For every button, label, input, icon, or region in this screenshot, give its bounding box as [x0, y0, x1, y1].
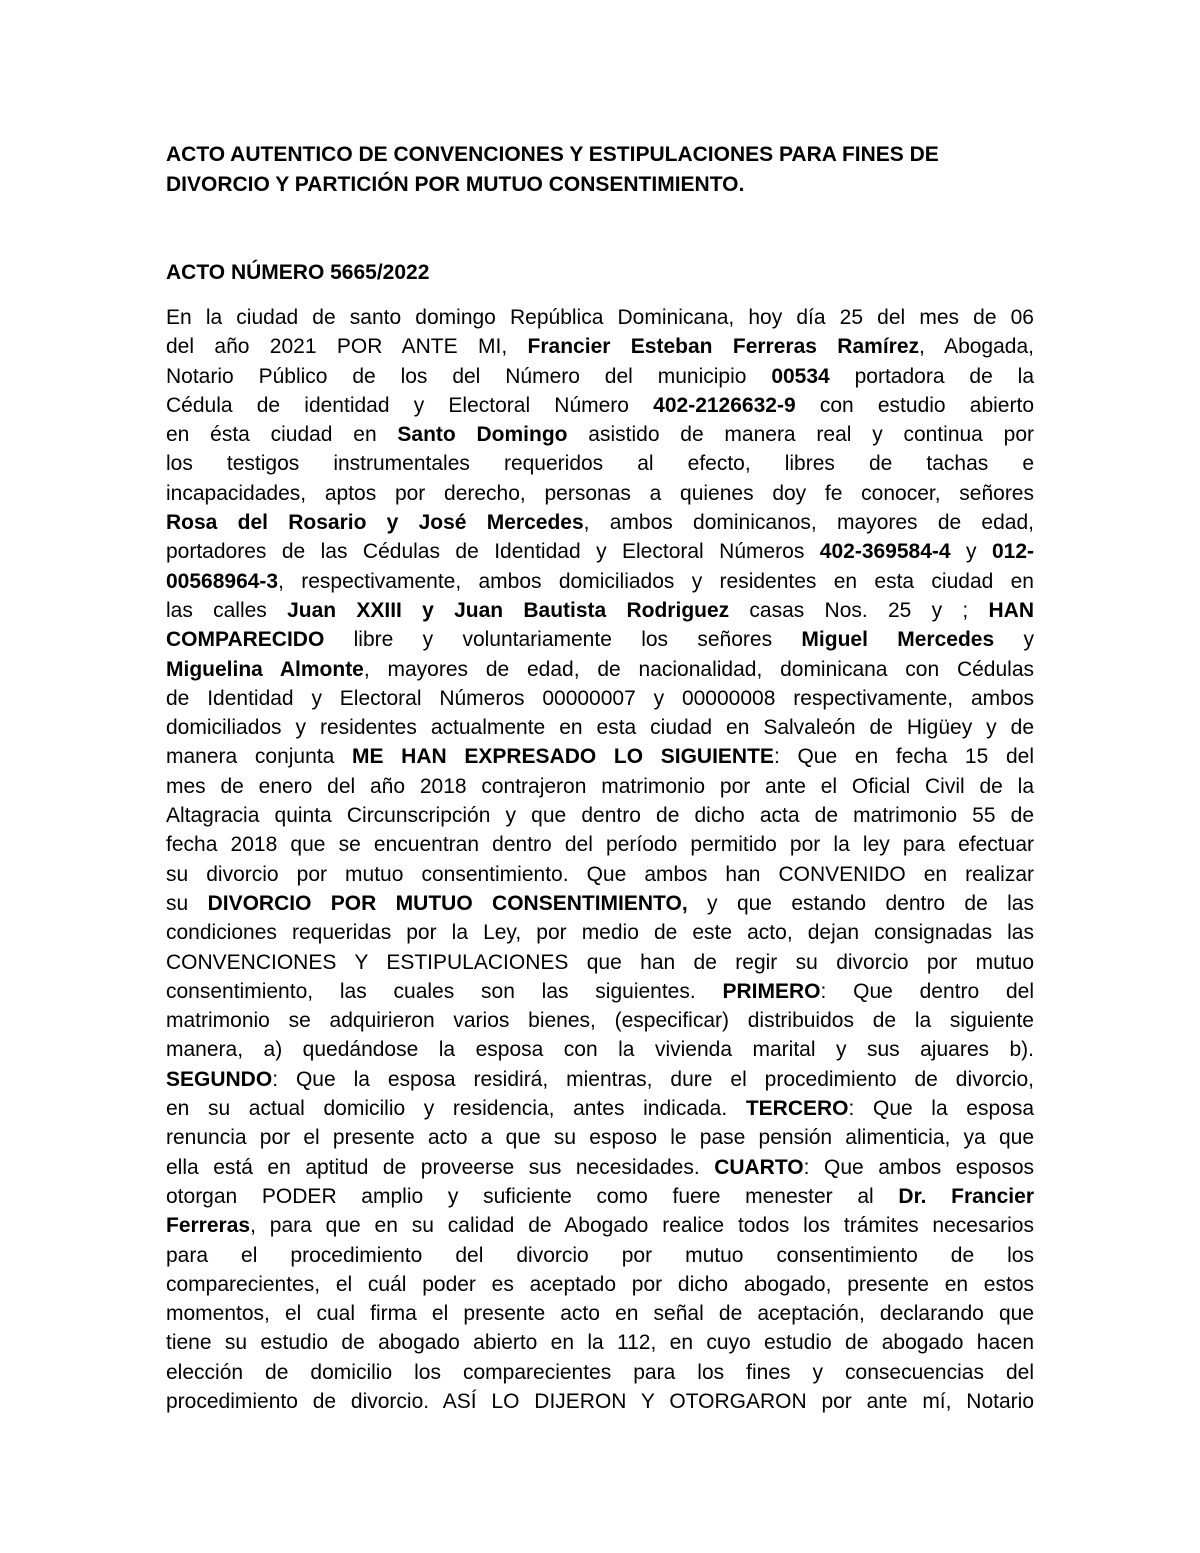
body-line [166, 772, 1034, 801]
body-line [166, 449, 1034, 478]
title-line-1: ACTO AUTENTICO DE CONVENCIONES Y ESTIPULACIONES PARA FINES DE [166, 143, 939, 166]
body-text: casas Nos. 25 y ; [729, 598, 989, 622]
bold-text: Santo Domingo [397, 423, 568, 447]
document-body [166, 303, 1034, 1416]
bold-text: 00568964-3 [166, 569, 279, 593]
body-line [166, 567, 1034, 596]
body-text: mes de enero del año 2018 contrajeron matrimonio por ante el Oficial Civil de la [166, 774, 1034, 798]
body-line [166, 948, 1034, 977]
body-text: en su actual domicilio y residencia, antes indicada. [166, 1097, 746, 1121]
bold-text: 402-2126632-9 [653, 393, 796, 417]
body-text: domiciliados y residentes actualmente en esta ciudad en Salvaleón de Higüey y de [166, 716, 1034, 740]
body-text: Cédula de identidad y Electoral Número [166, 393, 654, 417]
title-line-2: DIVORCIO Y PARTICIÓN POR MUTUO CONSENTIMIENTO. [166, 173, 745, 196]
body-text: su [166, 891, 208, 915]
body-line [166, 1065, 1034, 1094]
body-line [166, 713, 1034, 742]
bold-text: TERCERO [745, 1097, 849, 1121]
body-line [166, 1094, 1034, 1123]
body-text: condiciones requeridas por la Ley, por medio de este acto, dejan consignadas las [166, 921, 1034, 945]
bold-text: PRIMERO [722, 979, 821, 1003]
body-line [166, 830, 1034, 859]
body-line [166, 655, 1034, 684]
body-text: : Que la esposa residirá, mientras, dure el procedimiento de divorcio, [272, 1067, 1034, 1091]
body-text: y que estando dentro de las [687, 891, 1034, 915]
bold-text: 00534 [771, 364, 830, 388]
body-line [166, 742, 1034, 771]
body-text: Altagracia quinta Circunscripción y que dentro de dicho acta de matrimonio 55 de [166, 804, 1034, 828]
body-line [166, 1387, 1034, 1416]
body-text: ella está en aptitud de proveerse sus necesidades. [166, 1155, 715, 1179]
body-line [166, 684, 1034, 713]
body-text: elección de domicilio los comparecientes para los fines y consecuencias del [166, 1360, 1034, 1384]
bold-text: DIVORCIO POR MUTUO CONSENTIMIENTO, [207, 891, 688, 915]
body-text: : Que dentro del [820, 979, 1034, 1003]
body-line [166, 1328, 1034, 1357]
bold-text: Francier Esteban Ferreras Ramírez [527, 335, 920, 359]
body-text: fecha 2018 que se encuentran dentro del período permitido por la ley para efectuar [166, 833, 1034, 857]
bold-text: Miguelina Almonte [166, 657, 364, 681]
act-number: ACTO NÚMERO 5665/2022 [166, 261, 430, 284]
body-line [166, 801, 1034, 830]
bold-text: Juan XXIII y Juan Bautista Rodriguez [287, 598, 730, 622]
body-text: en ésta ciudad en [166, 423, 398, 447]
bold-text: SEGUNDO [166, 1067, 273, 1091]
body-text: En la ciudad de santo domingo República Dominicana, hoy día 25 del mes de 06 [166, 306, 1034, 329]
body-line [166, 918, 1034, 947]
body-line [166, 1006, 1034, 1035]
body-text: tiene su estudio de abogado abierto en la 112, en cuyo estudio de abogado hacen [166, 1331, 1034, 1355]
bold-text: 012- [991, 540, 1034, 564]
bold-text: Dr. Francier [898, 1184, 1034, 1208]
body-text: otorgan PODER amplio y suficiente como fuere menester al [166, 1184, 899, 1208]
body-text: portadores de las Cédulas de Identidad y Electoral Números [166, 540, 820, 564]
body-text: : Que la esposa [848, 1097, 1035, 1121]
body-line [166, 977, 1034, 1006]
body-text: para el procedimiento del divorcio por mutuo consentimiento de los [166, 1243, 1034, 1267]
body-line [166, 391, 1034, 420]
body-text: del año 2021 POR ANTE MI, [166, 335, 528, 359]
body-line [166, 1153, 1034, 1182]
bold-text: 402-369584-4 [819, 540, 951, 564]
bold-text: Ferreras [166, 1214, 251, 1238]
body-line [166, 860, 1034, 889]
body-text: incapacidades, aptos por derecho, personas a quienes doy fe conocer, señores [166, 481, 1034, 505]
bold-text: COMPARECIDO [166, 628, 325, 652]
body-line [166, 303, 1034, 332]
body-text: y [950, 540, 992, 564]
body-text: : Que ambos esposos [803, 1155, 1034, 1179]
body-text: Notario Público de los del Número del municipio [166, 364, 772, 388]
body-line [166, 420, 1034, 449]
body-text: , Abogada, [919, 335, 1034, 359]
body-line [166, 537, 1034, 566]
body-text: momentos, el cual firma el presente acto en señal de aceptación, declarando que [166, 1302, 1034, 1326]
body-line [166, 596, 1034, 625]
bold-text: Miguel Mercedes [801, 628, 995, 652]
body-line [166, 1211, 1034, 1240]
bold-text: Rosa del Rosario y José Mercedes [166, 511, 584, 535]
body-text: , respectivamente, ambos domiciliados y residentes en esta ciudad en [278, 569, 1034, 593]
body-text: y [994, 628, 1034, 652]
body-line [166, 1299, 1034, 1328]
body-text: las calles [166, 598, 288, 622]
body-text: libre y voluntariamente los señores [324, 628, 802, 652]
body-text: procedimiento de divorcio. ASÍ LO DIJERON Y OTORGARON por ante mí, Notario [166, 1389, 1034, 1413]
body-line [166, 625, 1034, 654]
body-text: su divorcio por mutuo consentimiento. Que ambos han CONVENIDO en realizar [166, 862, 1034, 886]
body-text: , ambos dominicanos, mayores de edad, [583, 511, 1034, 535]
body-line [166, 1123, 1034, 1152]
body-line [166, 362, 1034, 391]
body-text: portadora de la [829, 364, 1034, 388]
body-line [166, 1241, 1034, 1270]
body-text: matrimonio se adquirieron varios bienes, (especificar) distribuidos de la siguiente [166, 1009, 1034, 1033]
body-text: : Que en fecha 15 del [773, 745, 1035, 769]
body-text: comparecientes, el cuál poder es aceptado por dicho abogado, presente en estos [166, 1272, 1034, 1296]
body-line [166, 332, 1034, 361]
bold-text: HAN [988, 598, 1034, 622]
body-line [166, 1270, 1034, 1299]
body-line [166, 889, 1034, 918]
body-line [166, 1035, 1034, 1064]
body-line [166, 508, 1034, 537]
body-text: con estudio abierto [795, 393, 1034, 417]
body-text: consentimiento, las cuales son las siguientes. [166, 979, 723, 1003]
body-line [166, 1182, 1034, 1211]
bold-text: ME HAN EXPRESADO LO SIGUIENTE [351, 745, 774, 769]
body-text: asistido de manera real y continua por [567, 423, 1034, 447]
body-text: de Identidad y Electoral Números 00000007 y 00000008 respectivamente, ambos [166, 686, 1034, 710]
document-title [166, 140, 1036, 200]
body-line [166, 479, 1034, 508]
bold-text: CUARTO [714, 1155, 804, 1179]
body-text: , para que en su calidad de Abogado realice todos los trámites necesarios [250, 1214, 1034, 1238]
body-text: CONVENCIONES Y ESTIPULACIONES que han de regir su divorcio por mutuo [166, 950, 1034, 974]
body-text: renuncia por el presente acto a que su esposo le pase pensión alimenticia, ya que [166, 1126, 1034, 1150]
body-text: , mayores de edad, de nacionalidad, dominicana con Cédulas [363, 657, 1034, 681]
body-text: manera conjunta [166, 745, 352, 769]
body-text: manera, a) quedándose la esposa con la vivienda marital y sus ajuares b). [166, 1038, 1034, 1062]
body-line [166, 1358, 1034, 1387]
body-text: los testigos instrumentales requeridos al efecto, libres de tachas e [166, 452, 1034, 476]
